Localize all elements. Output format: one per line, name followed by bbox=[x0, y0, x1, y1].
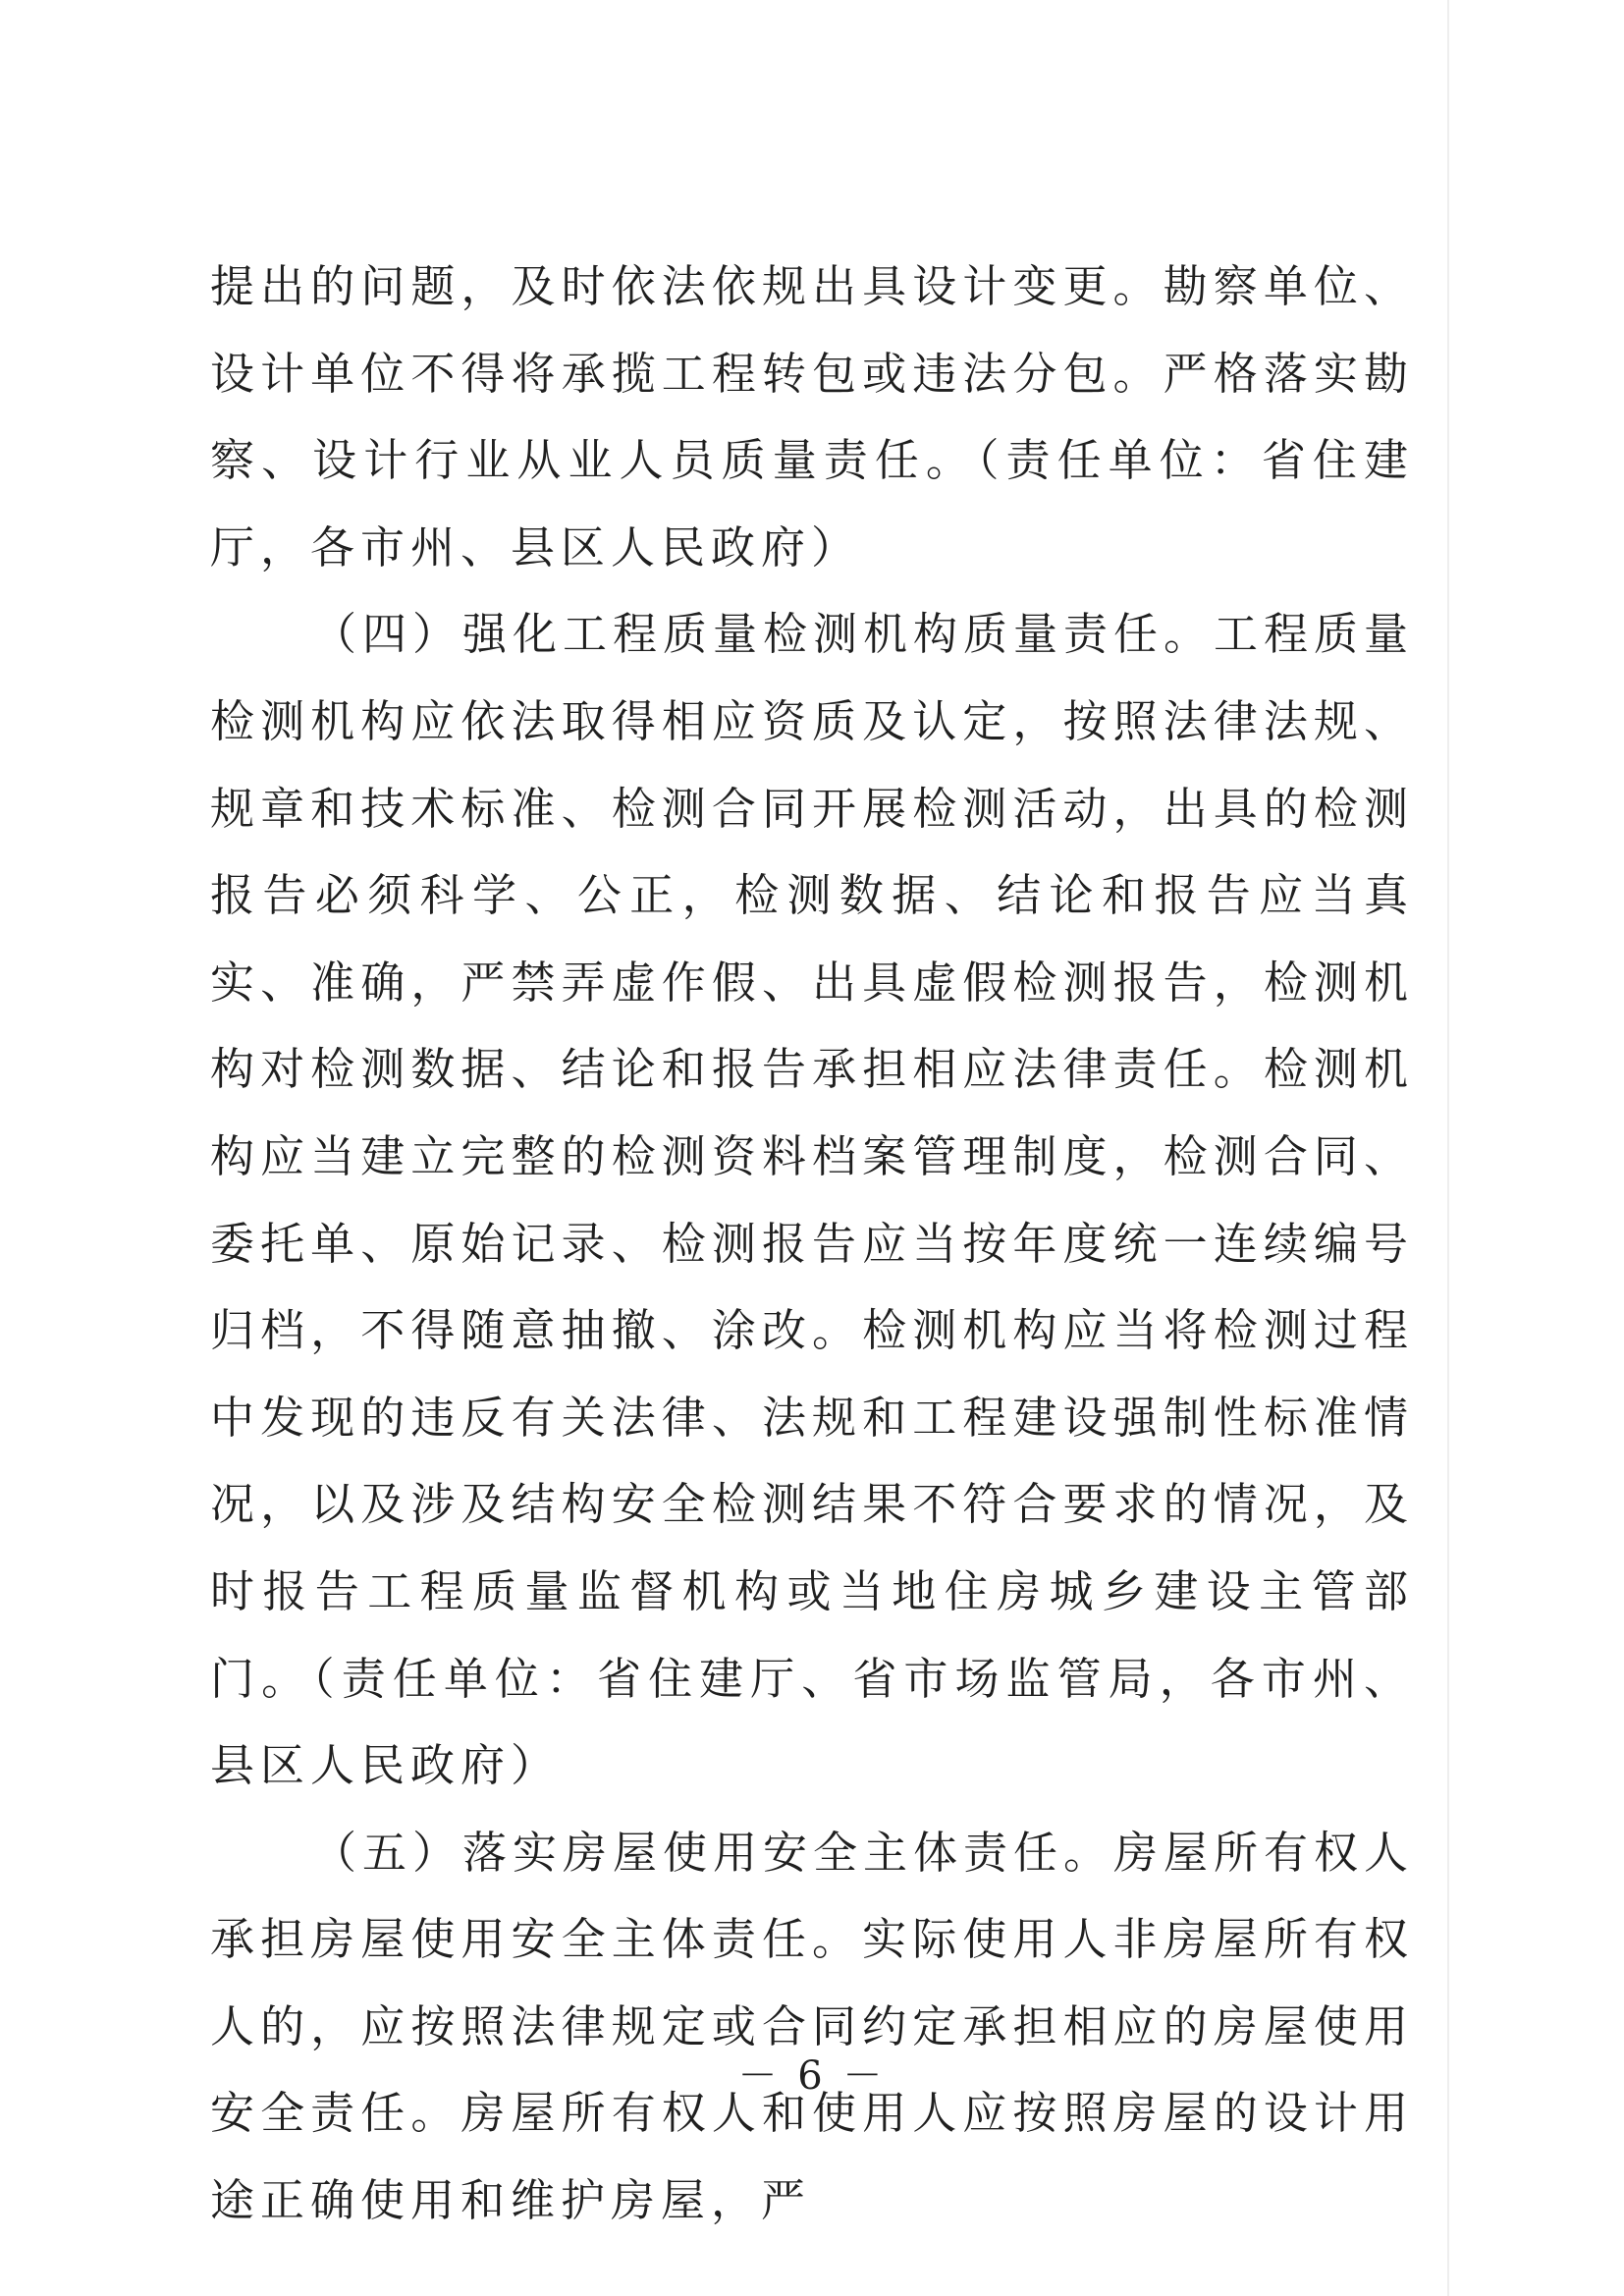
paragraph-1: 提出的问题，及时依法依规出具设计变更。勘察单位、设计单位不得将承揽工程转包或违法分包。严格落实勘察、设计行业从业人员质量责任。（责任单位：省住建厅，各市州、县区人民政府） bbox=[210, 260, 1414, 574]
paragraph-2: （四）强化工程质量检测机构质量责任。工程质量检测机构应依法取得相应资质及认定，按照法律法规、规章和技术标准、检测合同开展检测活动，出具的检测报告必须科学、公正，检测数据、结论和报告应当真实、准确，严禁弄虚作假、出具虚假检测报告，检测机构对检测数据、结论和报告承担相应法律责任。检测机构应当建立完整的检测资料档案管理制度，检测合同、委托单、原始记录、检测报告应当按年度统一连续编号归档，不得随意抽撤、涂改。检测机构应当将检测过程中发现的违反有关法律、法规和工程建设强制性标准情况，以及涉及结构安全检测结果不符合要求的情况，及时报告工程质量监督机构或当地住房城乡建设主管部门。（责任单位：省住建厅、省市场监管局，各市州、县区人民政府） bbox=[210, 608, 1415, 1792]
paragraph-3: （五）落实房屋使用安全主体责任。房屋所有权人承担房屋使用安全主体责任。实际使用人非房屋所有权人的，应按照法律规定或合同约定承担相应的房屋使用安全责任。房屋所有权人和使用人应按照房屋的设计用途正确使用和维护房屋，严 bbox=[210, 1826, 1415, 2227]
document-body bbox=[210, 244, 1414, 2245]
page-edge-line bbox=[1447, 0, 1449, 2296]
page-number: － 6 － bbox=[737, 2053, 887, 2099]
